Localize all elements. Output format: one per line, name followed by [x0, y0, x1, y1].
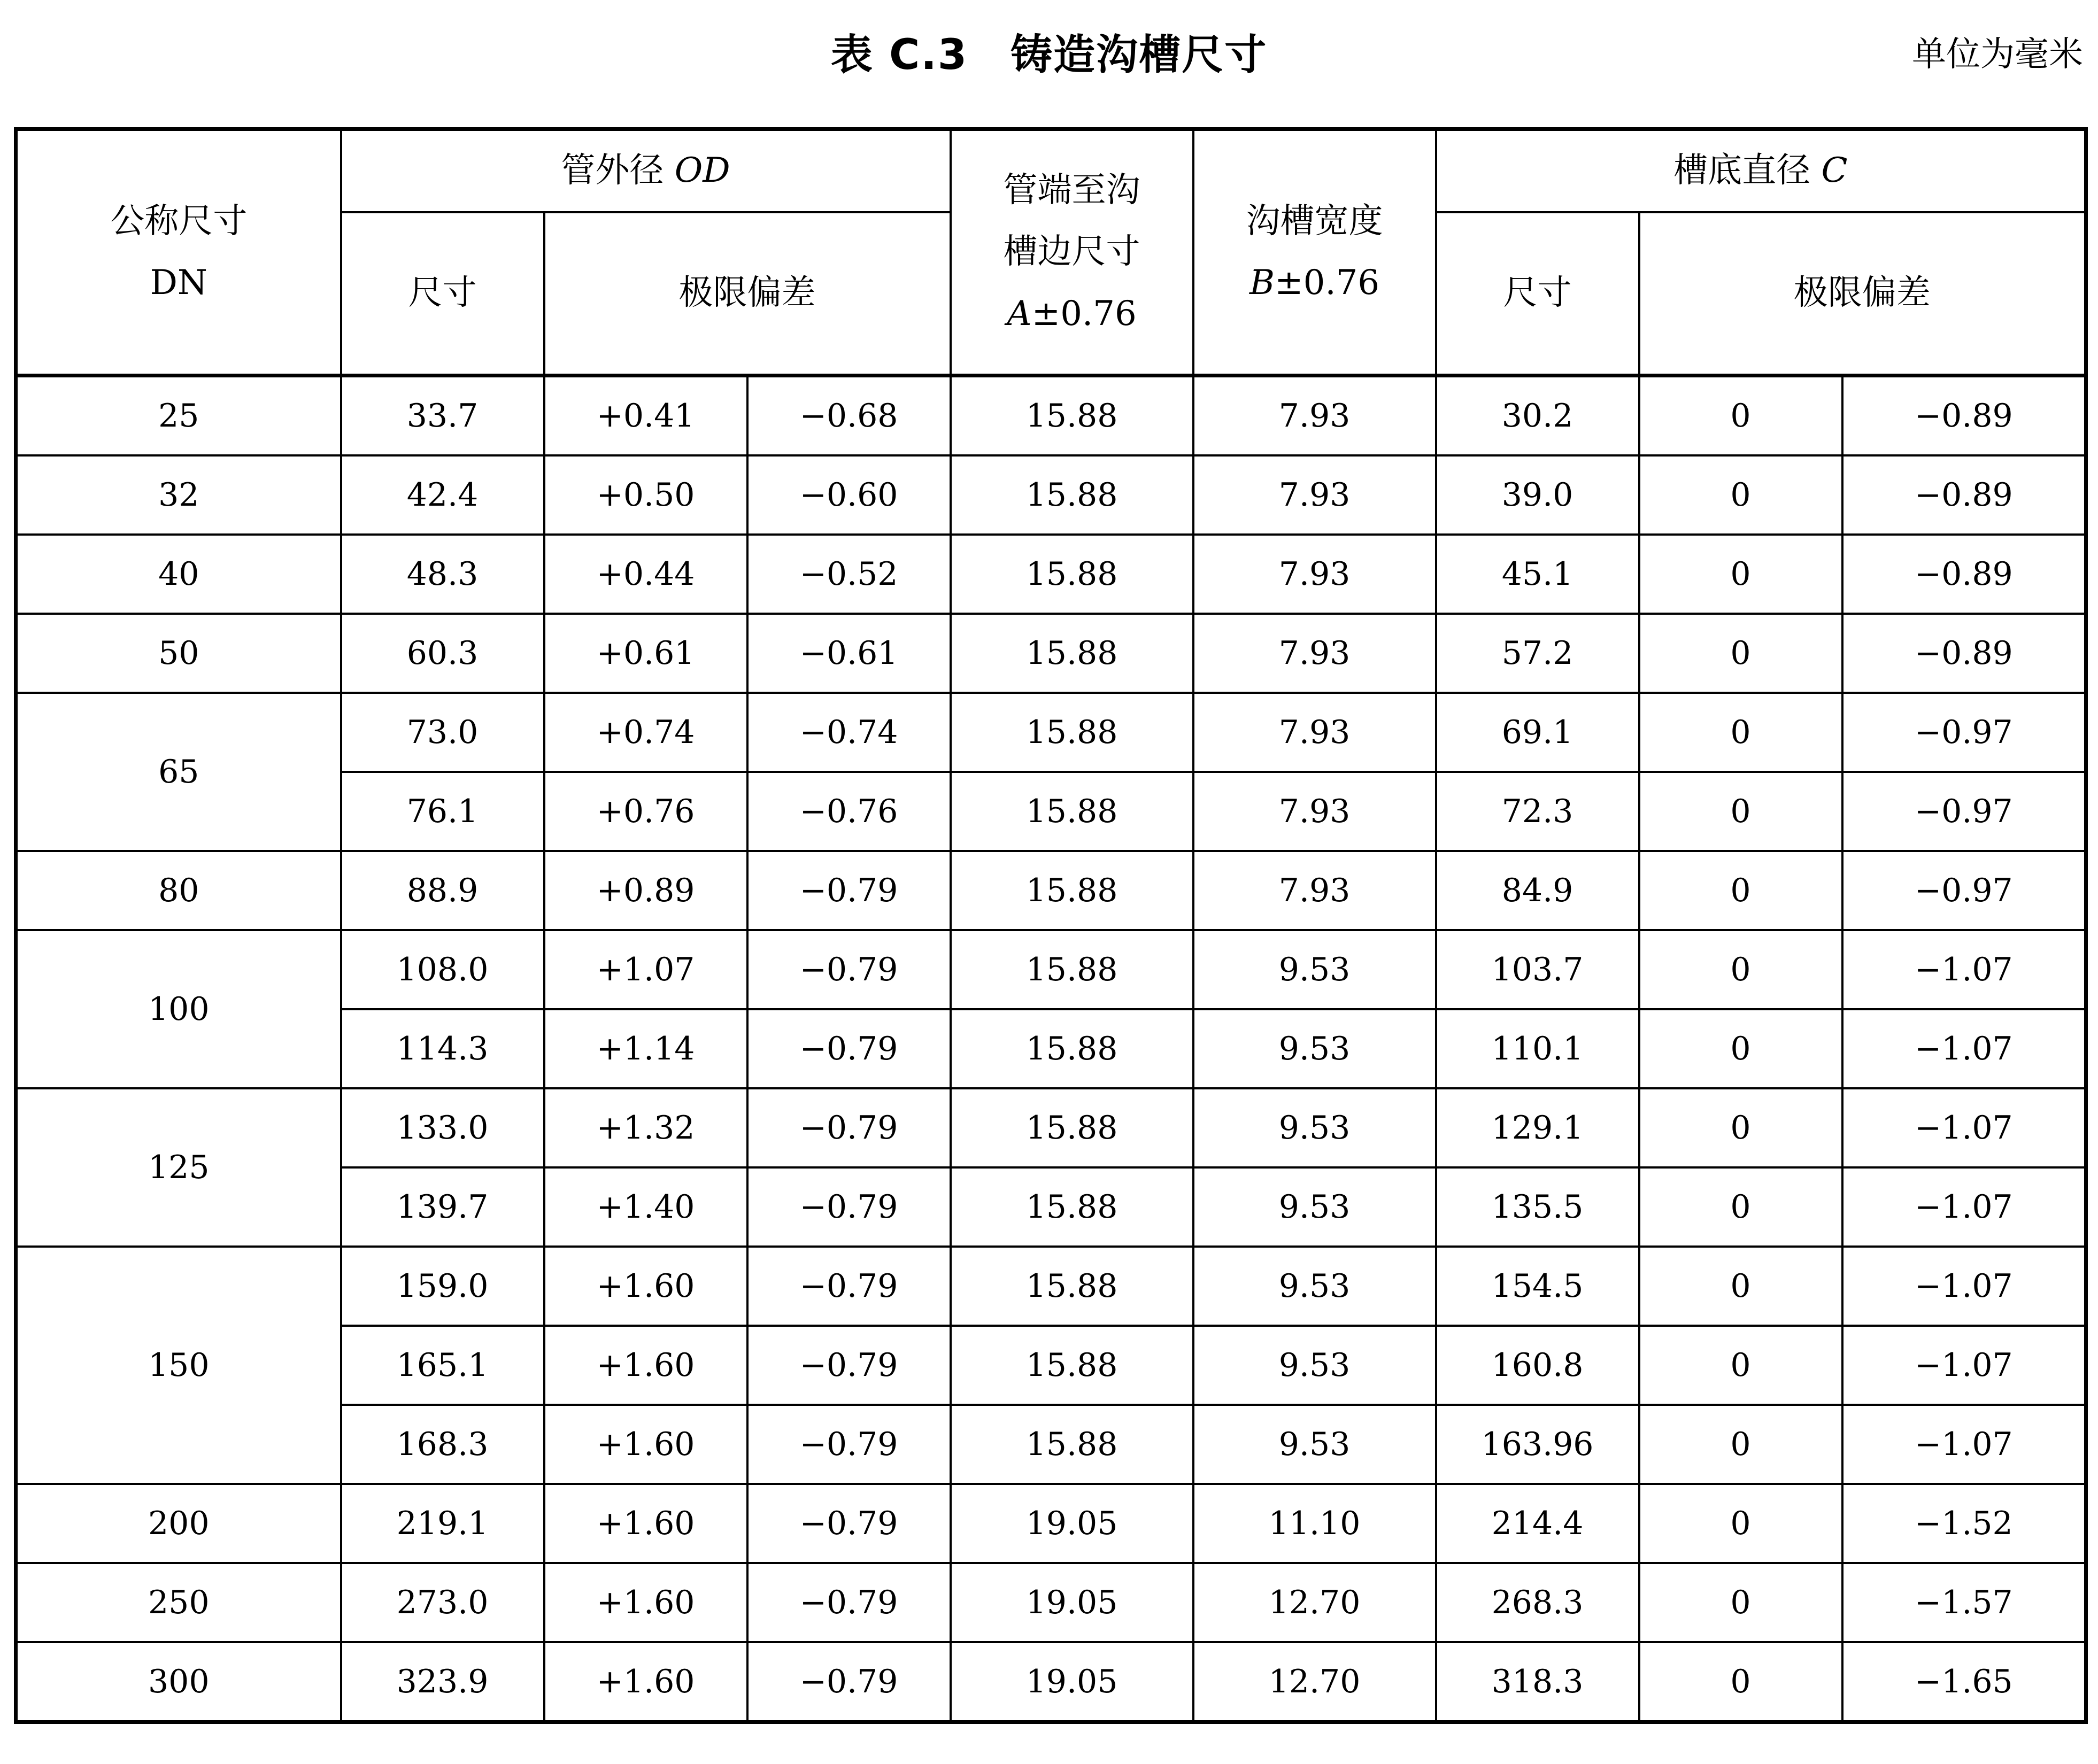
cell-od-plus: +0.76: [544, 772, 747, 851]
header-dn: 公称尺寸 DN: [16, 129, 341, 376]
cell-c: 268.3: [1436, 1563, 1639, 1642]
table-row: [16, 1247, 2086, 1326]
cell-od: 60.3: [341, 614, 544, 693]
cell-dn: 125: [16, 1088, 341, 1247]
cell-od-minus: −0.79: [747, 1009, 951, 1088]
cell-od-minus: −0.79: [747, 1484, 951, 1563]
cell-od: 33.7: [341, 376, 544, 456]
cell-b: 9.53: [1193, 930, 1436, 1009]
cell-od-plus: +1.07: [544, 930, 747, 1009]
cell-a: 15.88: [951, 930, 1193, 1009]
cell-od-minus: −0.79: [747, 1405, 951, 1484]
cell-c-upper: 0: [1639, 614, 1842, 693]
cell-od-minus: −0.79: [747, 1563, 951, 1642]
cell-c-upper: 0: [1639, 1009, 1842, 1088]
cell-a: 15.88: [951, 1326, 1193, 1405]
cell-c-upper: 0: [1639, 851, 1842, 930]
cell-dn: 100: [16, 930, 341, 1088]
cell-c-lower: −1.07: [1842, 1009, 2086, 1088]
cell-c: 57.2: [1436, 614, 1639, 693]
cell-od-plus: +1.60: [544, 1326, 747, 1405]
cell-b: 7.93: [1193, 851, 1436, 930]
cell-b: 9.53: [1193, 1247, 1436, 1326]
cell-c: 45.1: [1436, 535, 1639, 614]
cell-c-lower: −1.07: [1842, 1088, 2086, 1167]
table-caption: [0, 16, 2098, 91]
cell-a: 15.88: [951, 693, 1193, 772]
cell-od-plus: +0.61: [544, 614, 747, 693]
cell-dn: 50: [16, 614, 341, 693]
cell-od-minus: −0.79: [747, 1642, 951, 1722]
cell-c-lower: −1.52: [1842, 1484, 2086, 1563]
cell-od: 273.0: [341, 1563, 544, 1642]
cell-c-upper: 0: [1639, 1247, 1842, 1326]
cell-b: 12.70: [1193, 1642, 1436, 1722]
cell-od: 139.7: [341, 1167, 544, 1247]
cell-od: 88.9: [341, 851, 544, 930]
cell-od-plus: +1.14: [544, 1009, 747, 1088]
header-a: 管端至沟 槽边尺寸 A±0.76: [951, 129, 1193, 376]
cell-dn: 80: [16, 851, 341, 930]
cell-od-minus: −0.79: [747, 851, 951, 930]
cell-c-upper: 0: [1639, 1326, 1842, 1405]
header-od-size: 尺寸: [341, 212, 544, 376]
cell-b: 7.93: [1193, 535, 1436, 614]
cell-od-plus: +1.60: [544, 1642, 747, 1722]
cell-od-plus: +1.60: [544, 1405, 747, 1484]
cell-c: 72.3: [1436, 772, 1639, 851]
cell-dn: 65: [16, 693, 341, 851]
table-row: [16, 455, 2086, 535]
cell-c: 110.1: [1436, 1009, 1639, 1088]
cell-a: 15.88: [951, 376, 1193, 456]
cell-c: 135.5: [1436, 1167, 1639, 1247]
cell-od: 168.3: [341, 1405, 544, 1484]
cell-c-upper: 0: [1639, 772, 1842, 851]
header-c-size: 尺寸: [1436, 212, 1639, 376]
cell-c-upper: 0: [1639, 1167, 1842, 1247]
table-row: [16, 1563, 2086, 1642]
cell-c-lower: −0.97: [1842, 851, 2086, 930]
table-number: 表 C.3: [830, 31, 968, 79]
cell-od: 323.9: [341, 1642, 544, 1722]
cell-c-lower: −1.07: [1842, 1326, 2086, 1405]
cell-b: 9.53: [1193, 1405, 1436, 1484]
table-row: [16, 1088, 2086, 1167]
cell-c-upper: 0: [1639, 455, 1842, 535]
cell-c: 30.2: [1436, 376, 1639, 456]
table-row: [16, 693, 2086, 772]
cell-c: 163.96: [1436, 1405, 1639, 1484]
unit-note: 单位为毫米: [1912, 35, 2083, 74]
cell-od: 42.4: [341, 455, 544, 535]
cell-c-lower: −1.07: [1842, 930, 2086, 1009]
cell-od-minus: −0.79: [747, 1247, 951, 1326]
cell-od-minus: −0.79: [747, 1326, 951, 1405]
cell-c: 103.7: [1436, 930, 1639, 1009]
cell-od: 48.3: [341, 535, 544, 614]
cell-c-upper: 0: [1639, 376, 1842, 456]
cell-dn: 200: [16, 1484, 341, 1563]
cell-c-upper: 0: [1639, 930, 1842, 1009]
cell-c-upper: 0: [1639, 693, 1842, 772]
cell-od-minus: −0.76: [747, 772, 951, 851]
cell-a: 15.88: [951, 455, 1193, 535]
cell-c: 154.5: [1436, 1247, 1639, 1326]
cell-b: 7.93: [1193, 772, 1436, 851]
cell-od-minus: −0.61: [747, 614, 951, 693]
cell-c-upper: 0: [1639, 1563, 1842, 1642]
cell-od-minus: −0.79: [747, 1088, 951, 1167]
cell-c: 318.3: [1436, 1642, 1639, 1722]
cell-c: 39.0: [1436, 455, 1639, 535]
cell-c-lower: −0.97: [1842, 693, 2086, 772]
cell-a: 15.88: [951, 1405, 1193, 1484]
cell-b: 9.53: [1193, 1167, 1436, 1247]
cell-od: 114.3: [341, 1009, 544, 1088]
cell-a: 15.88: [951, 851, 1193, 930]
cell-od-plus: +1.60: [544, 1484, 747, 1563]
cell-od-minus: −0.68: [747, 376, 951, 456]
cell-od-plus: +1.60: [544, 1247, 747, 1326]
cell-a: 19.05: [951, 1563, 1193, 1642]
cell-c-lower: −0.89: [1842, 455, 2086, 535]
cell-b: 7.93: [1193, 693, 1436, 772]
table-header: [16, 129, 2086, 376]
table-row: [16, 614, 2086, 693]
cell-c-upper: 0: [1639, 1088, 1842, 1167]
header-c-group: 槽底直径 C: [1436, 129, 2086, 213]
cell-b: 11.10: [1193, 1484, 1436, 1563]
cell-b: 9.53: [1193, 1088, 1436, 1167]
cell-c-lower: −0.89: [1842, 535, 2086, 614]
cell-c-lower: −0.97: [1842, 772, 2086, 851]
cell-b: 9.53: [1193, 1009, 1436, 1088]
cell-od: 219.1: [341, 1484, 544, 1563]
table-body: [16, 376, 2086, 1722]
cell-od: 165.1: [341, 1326, 544, 1405]
cell-c-upper: 0: [1639, 535, 1842, 614]
cell-od-plus: +0.41: [544, 376, 747, 456]
cell-c-upper: 0: [1639, 1642, 1842, 1722]
table-title: [0, 21, 2098, 81]
cell-od: 108.0: [341, 930, 544, 1009]
cell-a: 15.88: [951, 1088, 1193, 1167]
cell-c-upper: 0: [1639, 1484, 1842, 1563]
cell-a: 15.88: [951, 1167, 1193, 1247]
table-row: [16, 376, 2086, 456]
cell-c-lower: −1.07: [1842, 1247, 2086, 1326]
cell-c: 214.4: [1436, 1484, 1639, 1563]
table-title-text: 铸造沟槽尺寸: [1011, 31, 1268, 79]
cell-a: 15.88: [951, 1009, 1193, 1088]
cell-b: 7.93: [1193, 455, 1436, 535]
cell-dn: 250: [16, 1563, 341, 1642]
cell-c-lower: −1.07: [1842, 1167, 2086, 1247]
groove-dimension-table: [14, 127, 2088, 1724]
cell-b: 7.93: [1193, 614, 1436, 693]
cell-c: 69.1: [1436, 693, 1639, 772]
cell-dn: 40: [16, 535, 341, 614]
cell-a: 15.88: [951, 772, 1193, 851]
cell-od: 73.0: [341, 693, 544, 772]
cell-b: 9.53: [1193, 1326, 1436, 1405]
cell-c-lower: −1.65: [1842, 1642, 2086, 1722]
cell-c-lower: −0.89: [1842, 614, 2086, 693]
cell-a: 19.05: [951, 1484, 1193, 1563]
table-row: [16, 535, 2086, 614]
cell-od-minus: −0.79: [747, 930, 951, 1009]
cell-b: 7.93: [1193, 376, 1436, 456]
cell-od: 133.0: [341, 1088, 544, 1167]
cell-c: 160.8: [1436, 1326, 1639, 1405]
table-row: [16, 851, 2086, 930]
cell-od-minus: −0.74: [747, 693, 951, 772]
cell-dn: 25: [16, 376, 341, 456]
header-c-tolerance: 极限偏差: [1639, 212, 2086, 376]
cell-c: 84.9: [1436, 851, 1639, 930]
cell-dn: 150: [16, 1247, 341, 1484]
cell-od-plus: +1.60: [544, 1563, 747, 1642]
cell-c-lower: −0.89: [1842, 376, 2086, 456]
cell-od-minus: −0.79: [747, 1167, 951, 1247]
cell-c-lower: −1.07: [1842, 1405, 2086, 1484]
cell-od-minus: −0.60: [747, 455, 951, 535]
table-row: [16, 1484, 2086, 1563]
header-od-tolerance: 极限偏差: [544, 212, 951, 376]
cell-od-plus: +1.40: [544, 1167, 747, 1247]
cell-od-plus: +0.74: [544, 693, 747, 772]
cell-c-lower: −1.57: [1842, 1563, 2086, 1642]
cell-a: 15.88: [951, 535, 1193, 614]
header-b: 沟槽宽度 B±0.76: [1193, 129, 1436, 376]
cell-od: 159.0: [341, 1247, 544, 1326]
cell-od-plus: +0.89: [544, 851, 747, 930]
cell-a: 15.88: [951, 1247, 1193, 1326]
cell-od-plus: +1.32: [544, 1088, 747, 1167]
cell-c-upper: 0: [1639, 1405, 1842, 1484]
cell-b: 12.70: [1193, 1563, 1436, 1642]
table-row: [16, 930, 2086, 1009]
table-row: [16, 1642, 2086, 1722]
cell-od-plus: +0.50: [544, 455, 747, 535]
cell-c: 129.1: [1436, 1088, 1639, 1167]
cell-dn: 300: [16, 1642, 341, 1722]
cell-dn: 32: [16, 455, 341, 535]
cell-od-minus: −0.52: [747, 535, 951, 614]
cell-od-plus: +0.44: [544, 535, 747, 614]
header-od-group: 管外径 OD: [341, 129, 951, 213]
cell-od: 76.1: [341, 772, 544, 851]
cell-a: 15.88: [951, 614, 1193, 693]
cell-a: 19.05: [951, 1642, 1193, 1722]
